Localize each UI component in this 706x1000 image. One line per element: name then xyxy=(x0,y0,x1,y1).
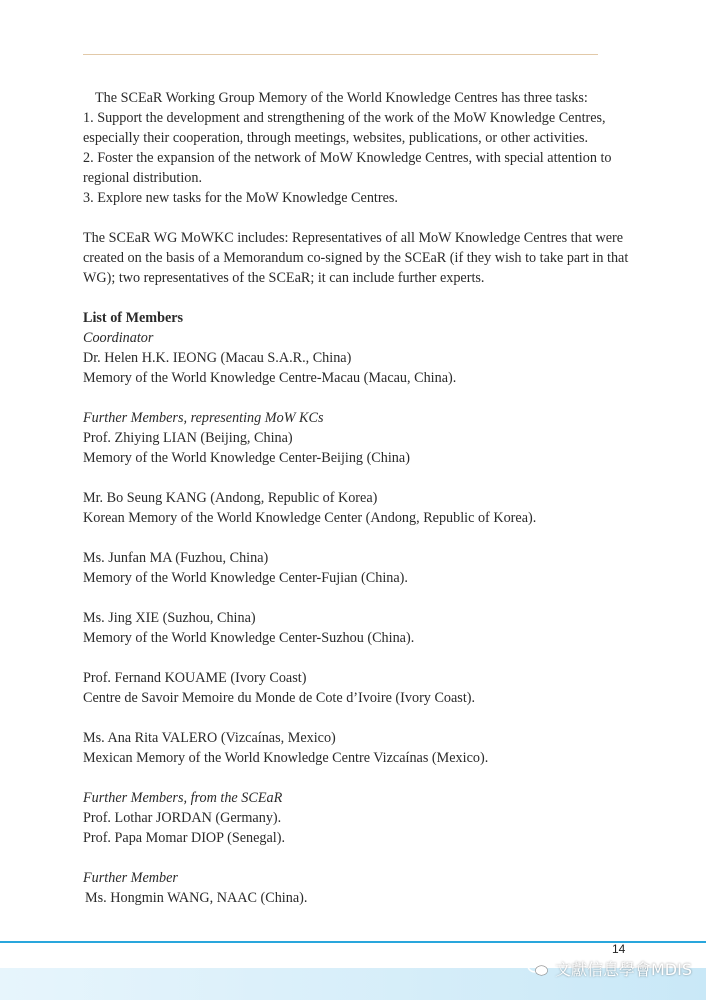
member-name: Ms. Junfan MA (Fuzhou, China) xyxy=(83,550,269,566)
task-2: 2. Foster the expansion of the network of MoW Knowledge Centres, with special attention to regional distribution. xyxy=(83,150,612,186)
further-member: Ms. Hongmin WANG, NAAC (China). xyxy=(85,890,308,906)
wechat-icon xyxy=(527,958,549,978)
member-name: Prof. Fernand KOUAME (Ivory Coast) xyxy=(83,670,307,686)
scear-member: Prof. Lothar JORDAN (Germany). xyxy=(83,810,282,826)
member-name: Ms. Ana Rita VALERO (Vizcaínas, Mexico) xyxy=(83,730,336,746)
member-org: Centre de Savoir Memoire du Monde de Cote d’Ivoire (Ivory Coast). xyxy=(83,690,476,706)
header-rule xyxy=(83,54,598,55)
member-name: Prof. Zhiying LIAN (Beijing, China) xyxy=(83,430,293,446)
member-org: Memory of the World Knowledge Center-Beijing (China) xyxy=(83,450,410,466)
coordinator-label: Coordinator xyxy=(83,330,154,346)
coordinator-org: Memory of the World Knowledge Centre-Macau (Macau, China). xyxy=(83,370,457,386)
task-3: 3. Explore new tasks for the MoW Knowledge Centres. xyxy=(83,190,398,206)
footer-rule xyxy=(0,941,706,943)
further-member-label: Further Member xyxy=(83,870,178,886)
kc-members-label: Further Members, representing MoW KCs xyxy=(83,410,324,426)
member-name: Mr. Bo Seung KANG (Andong, Republic of Korea) xyxy=(83,490,378,506)
page-body xyxy=(83,88,643,908)
member-name: Ms. Jing XIE (Suzhou, China) xyxy=(83,610,256,626)
watermark-text: 文獻信息學會MDIS xyxy=(554,959,692,979)
member-org: Memory of the World Knowledge Center-Fujian (China). xyxy=(83,570,408,586)
coordinator-name: Dr. Helen H.K. IEONG (Macau S.A.R., China) xyxy=(83,350,352,366)
member-org: Korean Memory of the World Knowledge Center (Andong, Republic of Korea). xyxy=(83,510,537,526)
watermark xyxy=(527,953,692,983)
intro-line: The SCEaR Working Group Memory of the World Knowledge Centres has three tasks: xyxy=(95,90,588,106)
member-org: Mexican Memory of the World Knowledge Centre Vizcaínas (Mexico). xyxy=(83,750,489,766)
composition-paragraph: The SCEaR WG MoWKC includes: Representatives of all MoW Knowledge Centres that were created on the basis of a Memorandum co-signed by the SCEaR (if they wish to take part in that WG); two representatives of the SCEaR; it can include further experts. xyxy=(83,230,629,286)
page-number: 14 xyxy=(612,942,626,956)
scear-members-label: Further Members, from the SCEaR xyxy=(83,790,283,806)
scear-member: Prof. Papa Momar DIOP (Senegal). xyxy=(83,830,285,846)
members-heading: List of Members xyxy=(83,310,184,326)
member-org: Memory of the World Knowledge Center-Suzhou (China). xyxy=(83,630,415,646)
task-1: 1. Support the development and strengthening of the work of the MoW Knowledge Centres, especially their cooperation, through meetings, websites, publications, or other activities. xyxy=(83,110,606,146)
